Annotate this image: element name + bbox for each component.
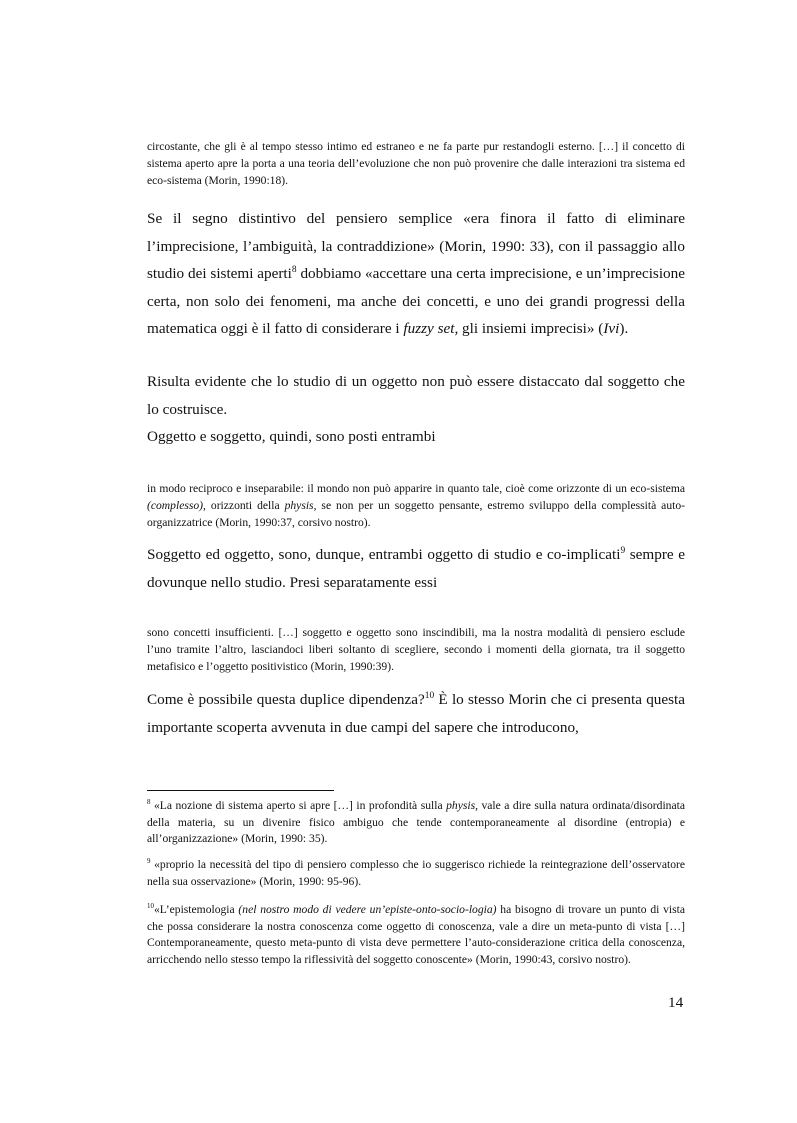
paragraph-text: Se il segno distintivo del pensiero semplice «era finora il fatto di eliminare l’imprecisione, l’ambiguità, la contraddizione» (Morin, 1990: 33), con il passaggio allo studio dei sistemi aperti — [147, 210, 685, 282]
footnote-text: «La nozione di sistema aperto si apre […] in profondità sulla — [150, 799, 447, 812]
paragraph-text: Come è possibile questa duplice dipendenza? — [147, 691, 425, 708]
block-quote — [147, 480, 685, 531]
block-quote-text: in modo reciproco e inseparabile: il mondo non può apparire in quanto tale, cioè come orizzonte di un eco-sistema — [147, 482, 685, 495]
footnote-number: 8 — [147, 798, 151, 807]
block-quote — [147, 138, 685, 189]
block-quote-text: sono concetti insufficienti. […] soggetto e oggetto sono inscindibili, ma la nostra modalità di pensiero esclude l’uno tramite l’altro, lasciandoci liberi soltanto di scegliere, secondo i momenti della giornata, tra il soggetto metafisico e l’oggetto positivistico (Morin, 1990:39). — [147, 626, 685, 673]
paragraph-text: Risulta evidente che lo studio di un oggetto non può essere distaccato dal soggetto che lo costruisce. — [147, 373, 685, 418]
paragraph-text: dobbiamo «accettare una certa imprecisione, e un’imprecisione certa, non solo dei fenomeni, ma anche dei concetti, e uno dei grandi progressi della matematica oggi è il fatto di considerare i — [147, 265, 685, 337]
paragraph-text: gli insiemi imprecisi» ( — [458, 320, 604, 337]
block-quote-text: , se non per un soggetto pensante, estremo sviluppo della complessità auto-organizzatrice (Morin, 1990:37, corsivo nostro). — [147, 499, 686, 529]
body-paragraph — [147, 368, 685, 423]
footnote-text: «L’epistemologia — [153, 903, 239, 916]
paragraph-text: sempre e dovunque nello studio. Presi separatamente essi — [147, 546, 685, 591]
body-paragraph — [147, 541, 685, 596]
italic-term: fuzzy set, — [403, 320, 459, 337]
footnote-separator — [147, 790, 334, 791]
footnote-9 — [147, 857, 685, 890]
footnote-number: 9 — [147, 857, 151, 866]
body-paragraph — [147, 686, 685, 741]
italic-term: physis — [284, 499, 314, 512]
footnote-number: 10 — [147, 902, 154, 911]
footnote-10 — [147, 902, 685, 968]
footnote-reference[interactable]: 8 — [291, 264, 297, 275]
block-quote-text: , orizzonti della — [203, 499, 285, 512]
footnote-text: , vale a dire sulla natura ordinata/disordinata della materia, su un divenire fisico ambiguo che tende contemporaneamente al disordine (entropia) e all’organizzazione» (Morin, 1990: 35). — [147, 799, 685, 846]
footnote-reference[interactable]: 9 — [620, 545, 626, 556]
italic-term: physis — [446, 799, 476, 812]
italic-term: (complesso) — [147, 499, 204, 512]
footnote-reference[interactable]: 10 — [424, 690, 435, 701]
body-paragraph — [147, 423, 685, 451]
italic-term: Ivi — [603, 320, 620, 337]
italic-term: (nel nostro modo di vedere un’episte-onto-socio-logia) — [238, 903, 497, 916]
page-number: 14 — [668, 994, 684, 1011]
paragraph-text: ). — [619, 320, 629, 337]
footnote-8 — [147, 798, 685, 848]
block-quote-text: circostante, che gli è al tempo stesso intimo ed estraneo e ne fa parte pur restandogli esterno. […] il concetto di sistema aperto apre la porta a una teoria dell’evoluzione che non può provenire che dalle interazioni tra sistema ed eco-sistema (Morin, 1990:18). — [147, 140, 685, 187]
footnote-text: ha bisogno di trovare un punto di vista che possa considerare la nostra conoscenza come oggetto di conoscenza, vale a dire un meta-punto di vista […] Contemporaneamente, questo meta-punto di vista deve permettere l’auto-considerazione critica della conoscenza, arricchendo nello stesso tempo la riflessività del soggetto conoscente» (Morin, 1990:43, corsivo nostro). — [147, 903, 685, 966]
paragraph-text: Soggetto ed oggetto, sono, dunque, entrambi oggetto di studio e co-implicati — [147, 546, 621, 563]
footnote-text: «proprio la necessità del tipo di pensiero complesso che io suggerisco richiede la reintegrazione dell’osservatore nella sua osservazione» (Morin, 1990: 95-96). — [147, 858, 685, 888]
paragraph-text: È lo stesso Morin che ci presenta questa importante scoperta avvenuta in due campi del sapere che introducono, — [147, 691, 686, 736]
body-paragraph — [147, 205, 685, 343]
block-quote — [147, 624, 685, 675]
paragraph-text: Oggetto e soggetto, quindi, sono posti entrambi — [147, 428, 436, 445]
